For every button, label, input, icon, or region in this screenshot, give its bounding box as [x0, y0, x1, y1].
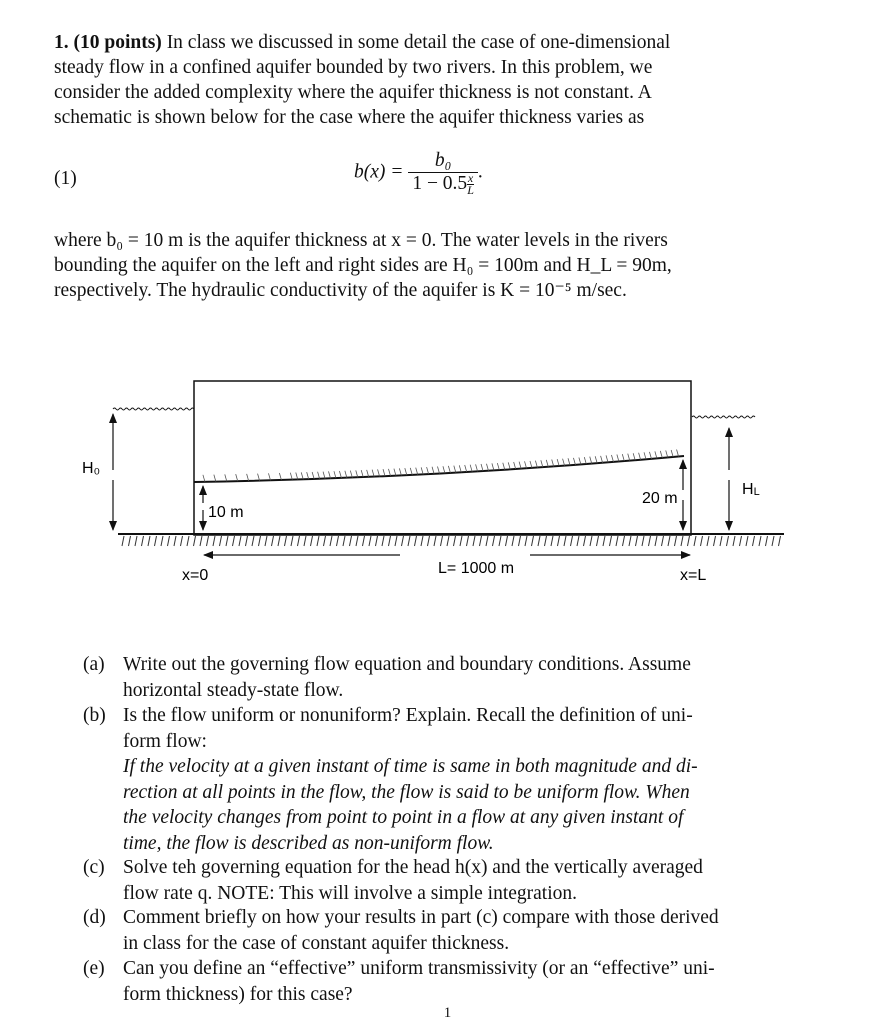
boundary-hatch-mark	[617, 455, 619, 462]
ground-hatch-mark	[564, 536, 566, 546]
ground-hatch-mark	[571, 536, 573, 546]
boundary-hatch-mark	[535, 461, 537, 468]
boundary-hatch-mark	[312, 472, 314, 479]
ground-hatch-mark	[181, 536, 183, 546]
aquifer-top-boundary	[194, 456, 684, 482]
boundary-hatch-mark	[552, 459, 554, 466]
ground-hatch-mark	[129, 536, 131, 546]
ground-hatch-mark	[428, 536, 430, 546]
question-a-line-1: Write out the governing flow equation and boundary conditions. Assume	[123, 654, 691, 675]
boundary-hatch-mark	[649, 452, 651, 459]
boundary-hatch-mark	[443, 466, 445, 473]
boundary-hatch-mark	[671, 450, 673, 457]
hl-subscript: L	[753, 486, 760, 498]
question-d	[83, 905, 813, 956]
boundary-hatch-mark	[372, 470, 374, 477]
ground-hatch-mark	[395, 536, 397, 546]
boundary-hatch-mark	[595, 456, 597, 463]
ground-hatch-mark	[753, 536, 755, 546]
question-d-line-1: Comment briefly on how your results in part (c) compare with those derived	[123, 907, 719, 928]
boundary-hatch-mark	[394, 469, 396, 476]
ground-hatch-mark	[441, 536, 443, 546]
ground-hatch-mark	[259, 536, 261, 546]
question-a	[83, 652, 813, 703]
question-e-label: (e)	[83, 958, 105, 979]
boundary-hatch-mark	[383, 469, 385, 476]
boundary-hatch-mark	[416, 468, 418, 475]
problem-description	[54, 228, 812, 303]
boundary-hatch-mark	[258, 474, 260, 481]
page-number: 1	[443, 1005, 452, 1021]
question-c-line-1: Solve teh governing equation for the head h(x) and the vertically averaged	[123, 857, 703, 878]
ground-hatch-mark	[298, 536, 300, 546]
ground-hatch-mark	[213, 536, 215, 546]
ground-hatch-mark	[655, 536, 657, 546]
boundary-hatch-mark	[573, 458, 575, 465]
ground-hatch-mark	[187, 536, 189, 546]
ground-hatch-mark	[356, 536, 358, 546]
boundary-hatch-mark	[508, 462, 510, 469]
equation-denominator	[408, 173, 478, 196]
boundary-hatch-mark	[361, 470, 363, 477]
boundary-hatch-mark	[307, 472, 309, 479]
equation-lhs: b(x) =	[354, 161, 404, 183]
ground-hatch-mark	[434, 536, 436, 546]
equation-1	[354, 150, 483, 196]
ground-hatch-mark	[629, 536, 631, 546]
aquifer-box	[194, 381, 691, 535]
problem-intro	[54, 30, 812, 130]
boundary-hatch-mark	[519, 462, 521, 469]
x-over-l	[467, 173, 474, 196]
ground-hatch-mark	[200, 536, 202, 546]
boundary-hatch-mark	[421, 467, 423, 474]
ground-hatch-mark	[525, 536, 527, 546]
boundary-hatch-mark	[481, 464, 483, 471]
boundary-hatch-mark	[476, 464, 478, 471]
h0-label: H₀	[82, 460, 101, 477]
ground-hatch-mark	[506, 536, 508, 546]
boundary-hatch-mark	[279, 473, 281, 480]
description-line-3: respectively. The hydraulic conductivity of the aquifer is K = 10⁻⁵ m/sec.	[54, 280, 627, 301]
question-b-line-2: form flow:	[123, 730, 207, 752]
boundary-hatch-mark	[236, 474, 238, 481]
ground-hatch-mark	[194, 536, 196, 546]
uniform-flow-definition-4: time, the flow is described as non-uniform flow.	[123, 832, 494, 854]
problem-number: 1.	[54, 32, 69, 53]
ground-hatch-mark	[122, 536, 124, 546]
ground-hatch-mark	[603, 536, 605, 546]
question-c-line-2: flow rate q. NOTE: This will involve a simple integration.	[123, 882, 578, 904]
left-thickness-label: 10 m	[208, 504, 244, 521]
boundary-hatch-mark	[660, 451, 662, 458]
ground-hatch-mark	[239, 536, 241, 546]
ground-hatch-mark	[382, 536, 384, 546]
ground-hatch-mark	[649, 536, 651, 546]
ground-hatch-mark	[174, 536, 176, 546]
ground-hatch-mark	[473, 536, 475, 546]
boundary-hatch-mark	[438, 467, 440, 474]
question-b	[83, 703, 813, 856]
question-e	[83, 956, 813, 1007]
ground-hatch-mark	[233, 536, 235, 546]
ground-hatch-mark	[642, 536, 644, 546]
boundary-hatch-mark	[557, 459, 559, 466]
ground-hatch-mark	[584, 536, 586, 546]
ground-hatch-mark	[766, 536, 768, 546]
boundary-hatch-mark	[525, 461, 527, 468]
question-b-line-1: Is the flow uniform or nonuniform? Explain. Recall the definition of uni-	[123, 705, 693, 726]
ground-hatch-mark	[545, 536, 547, 546]
right-thickness-label: 20 m	[642, 490, 678, 507]
xl-label: x=L	[680, 567, 707, 584]
boundary-hatch-mark	[448, 466, 450, 473]
boundary-hatch-mark	[432, 467, 434, 474]
ground-hatch-mark	[610, 536, 612, 546]
ground-hatch-mark	[363, 536, 365, 546]
ground-hatch-mark	[467, 536, 469, 546]
ground-hatch-mark	[291, 536, 293, 546]
intro-line-2: steady flow in a confined aquifer bounded by two rivers. In this problem, we	[54, 57, 653, 78]
ground-hatch-mark	[486, 536, 488, 546]
boundary-hatch-mark	[677, 449, 679, 456]
intro-line-1	[54, 30, 812, 55]
ground-hatch-mark	[512, 536, 514, 546]
ground-hatch-mark	[577, 536, 579, 546]
ground-hatch-mark	[460, 536, 462, 546]
boundary-hatch-mark	[378, 469, 380, 476]
boundary-hatch-mark	[329, 471, 331, 478]
ground-hatch-mark	[343, 536, 345, 546]
ground-hatch-mark	[226, 536, 228, 546]
boundary-hatch-mark	[497, 463, 499, 470]
ground-hatch-mark	[415, 536, 417, 546]
boundary-hatch-mark	[590, 457, 592, 464]
ground-hatch-mark	[623, 536, 625, 546]
boundary-hatch-mark	[459, 465, 461, 472]
uniform-flow-definition-1: If the velocity at a given instant of time is same in both magnitude and di-	[123, 756, 698, 777]
ground-hatch-mark	[155, 536, 157, 546]
boundary-hatch-mark	[563, 459, 565, 466]
ground-hatch-mark	[324, 536, 326, 546]
boundary-hatch-mark	[339, 471, 341, 478]
boundary-hatch-mark	[350, 471, 352, 478]
problem-points: (10 points)	[73, 32, 162, 53]
ground-hatch-mark	[408, 536, 410, 546]
boundary-hatch-mark	[492, 463, 494, 470]
boundary-hatch-mark	[514, 462, 516, 469]
ground-hatch-mark	[142, 536, 144, 546]
question-c	[83, 855, 813, 906]
ground-hatch-mark	[590, 536, 592, 546]
ground-hatch-mark	[720, 536, 722, 546]
boundary-hatch-mark	[465, 465, 467, 472]
boundary-hatch-mark	[628, 454, 630, 461]
ground-hatch-mark	[759, 536, 761, 546]
boundary-hatch-mark	[454, 466, 456, 473]
ground-hatch-mark	[454, 536, 456, 546]
ground-hatch-mark	[337, 536, 339, 546]
boundary-hatch-mark	[405, 468, 407, 475]
boundary-hatch-mark	[666, 450, 668, 457]
intro-line-3: consider the added complexity where the aquifer thickness is not constant. A	[54, 82, 652, 103]
ground-hatch-mark	[499, 536, 501, 546]
boundary-hatch-mark	[214, 475, 216, 482]
ground-hatch-mark	[350, 536, 352, 546]
boundary-hatch-mark	[323, 472, 325, 479]
boundary-hatch-mark	[546, 460, 548, 467]
ground-hatch-mark	[252, 536, 254, 546]
ground-hatch-mark	[694, 536, 696, 546]
boundary-hatch-mark	[606, 455, 608, 462]
uniform-flow-definition-2: rection at all points in the flow, the flow is said to be uniform flow. When	[123, 781, 690, 803]
right-river-surface	[692, 416, 755, 418]
ground-hatch-mark	[538, 536, 540, 546]
ground-hatch-mark	[714, 536, 716, 546]
ground-hatch-mark	[402, 536, 404, 546]
ground-hatch-mark	[746, 536, 748, 546]
equation-numerator: b₀	[408, 150, 478, 173]
boundary-hatch-mark	[345, 471, 347, 478]
ground-hatch-mark	[519, 536, 521, 546]
ground-hatch-mark	[616, 536, 618, 546]
ground-hatch-mark	[701, 536, 703, 546]
ground-hatch-mark	[304, 536, 306, 546]
ground-hatch-mark	[207, 536, 209, 546]
denominator-prefix: 1 − 0.5	[412, 173, 468, 194]
boundary-hatch-mark	[203, 475, 205, 482]
question-e-line-1: Can you define an “effective” uniform transmissivity (or an “effective” uni-	[123, 958, 715, 979]
boundary-hatch-mark	[568, 458, 570, 465]
boundary-hatch-mark	[301, 472, 303, 479]
ground-hatch-mark	[376, 536, 378, 546]
boundary-hatch-mark	[367, 470, 369, 477]
boundary-hatch-mark	[290, 473, 292, 480]
boundary-hatch-mark	[486, 464, 488, 471]
length-label: L= 1000 m	[438, 560, 515, 577]
ground-hatch-mark	[740, 536, 742, 546]
question-a-label: (a)	[83, 654, 105, 675]
ground-hatch-mark	[558, 536, 560, 546]
ground-hatch-mark	[311, 536, 313, 546]
ground-hatch-mark	[135, 536, 137, 546]
boundary-hatch-mark	[622, 454, 624, 461]
ground-hatch-mark	[148, 536, 150, 546]
equation-fraction	[408, 150, 478, 196]
ground-hatch-mark	[668, 536, 670, 546]
ground-hatch-mark	[681, 536, 683, 546]
x0-label: x=0	[182, 567, 209, 584]
boundary-hatch-mark	[633, 453, 635, 460]
hl-main: H	[742, 481, 754, 498]
question-d-label: (d)	[83, 907, 106, 928]
boundary-hatch-mark	[579, 457, 581, 464]
boundary-hatch-mark	[247, 474, 249, 481]
boundary-hatch-mark	[639, 453, 641, 460]
boundary-hatch-mark	[356, 470, 358, 477]
boundary-hatch-mark	[410, 468, 412, 475]
ground-hatch-mark	[272, 536, 274, 546]
boundary-hatch-mark	[655, 451, 657, 458]
ground-hatch-mark	[707, 536, 709, 546]
boundary-hatch-mark	[503, 463, 505, 470]
ground-hatch-mark	[480, 536, 482, 546]
ground-hatch-mark	[779, 536, 781, 546]
left-river-surface	[113, 408, 194, 410]
ground-hatch-mark	[675, 536, 677, 546]
ground-hatch-mark	[597, 536, 599, 546]
ground-hatch-mark	[285, 536, 287, 546]
equation-period: .	[477, 161, 483, 183]
ground-hatch-mark	[493, 536, 495, 546]
question-b-label: (b)	[83, 705, 106, 726]
boundary-hatch-mark	[470, 465, 472, 472]
hl-label	[742, 481, 760, 498]
boundary-hatch-mark	[399, 468, 401, 475]
uniform-flow-definition-3: the velocity changes from point to point in a flow at any given instant of	[123, 807, 684, 828]
ground-hatch-mark	[662, 536, 664, 546]
boundary-hatch-mark	[427, 467, 429, 474]
ground-hatch-mark	[447, 536, 449, 546]
ground-hatch-mark	[532, 536, 534, 546]
ground-hatch-mark	[688, 536, 690, 546]
boundary-hatch-mark	[530, 461, 532, 468]
ground-hatch-mark	[246, 536, 248, 546]
ground-hatch-mark	[265, 536, 267, 546]
ground-hatch-mark	[369, 536, 371, 546]
boundary-hatch-mark	[296, 473, 298, 480]
ground-hatch-mark	[168, 536, 170, 546]
ground-hatch	[122, 536, 781, 546]
small-numerator: x	[467, 171, 474, 186]
ground-hatch-mark	[733, 536, 735, 546]
equation-label: (1)	[54, 168, 77, 189]
ground-hatch-mark	[220, 536, 222, 546]
ground-hatch-mark	[278, 536, 280, 546]
boundary-hatch	[203, 449, 679, 481]
question-d-line-2: in class for the case of constant aquifer thickness.	[123, 932, 510, 954]
intro-text-1: In class we discussed in some detail the case of one-dimensional	[166, 32, 671, 53]
ground-hatch-mark	[551, 536, 553, 546]
boundary-hatch-mark	[268, 473, 270, 480]
ground-hatch-mark	[161, 536, 163, 546]
boundary-hatch-mark	[611, 455, 613, 462]
ground-hatch-mark	[421, 536, 423, 546]
boundary-hatch-mark	[388, 469, 390, 476]
boundary-hatch-mark	[334, 471, 336, 478]
question-e-line-2: form thickness) for this case?	[123, 983, 353, 1005]
boundary-hatch-mark	[584, 457, 586, 464]
boundary-hatch-mark	[318, 472, 320, 479]
intro-line-4: schematic is shown below for the case where the aquifer thickness varies as	[54, 107, 645, 128]
ground-hatch-mark	[330, 536, 332, 546]
small-denominator: L	[467, 183, 474, 198]
question-a-line-2: horizontal steady-state flow.	[123, 679, 344, 701]
ground-hatch-mark	[389, 536, 391, 546]
question-c-label: (c)	[83, 857, 105, 878]
ground-hatch-mark	[636, 536, 638, 546]
description-line-1: where b₀ = 10 m is the aquifer thickness at x = 0. The water levels in the rivers	[54, 230, 668, 251]
boundary-hatch-mark	[644, 452, 646, 459]
description-line-2: bounding the aquifer on the left and right sides are H₀ = 100m and H_L = 90m,	[54, 255, 672, 276]
ground-hatch-mark	[727, 536, 729, 546]
ground-hatch-mark	[772, 536, 774, 546]
boundary-hatch-mark	[541, 460, 543, 467]
aquifer-schematic	[0, 370, 895, 630]
boundary-hatch-mark	[225, 474, 227, 481]
boundary-hatch-mark	[601, 456, 603, 463]
ground-hatch-mark	[317, 536, 319, 546]
